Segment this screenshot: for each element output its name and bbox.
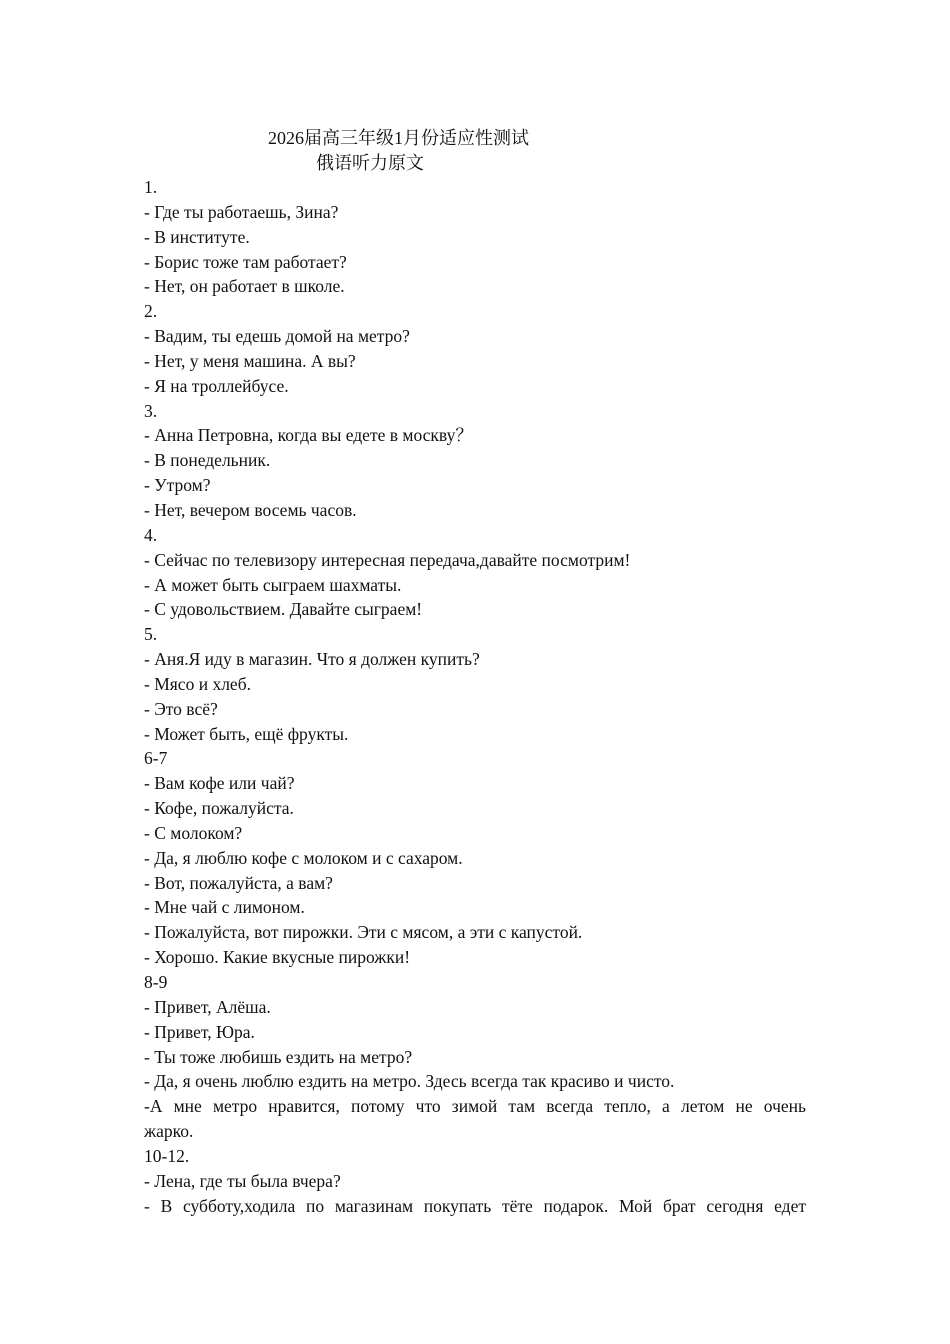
document-subtitle: 俄语听力原文 [316,153,424,173]
dialogue-line: - Вот, пожалуйста, а вам? [144,872,333,893]
dialogue-line: - Сейчас по телевизору интересная передача,давайте посмотрим! [144,549,631,570]
dialogue-line: - В институте. [144,226,250,247]
dialogue-line: - В понедельник. [144,450,271,471]
dialogue-line: - Лена, где ты была вчера? [144,1170,341,1191]
dialogue-line: - Да, я очень люблю ездить на метро. Здесь всегда так красиво и чисто. [144,1071,675,1092]
dialogue-line: - Кофе, пожалуйста. [144,798,294,819]
dialogue-line: - Это всё? [144,698,218,719]
dialogue-line: - Нет, вечером восемь часов. [144,499,357,520]
dialogue-line: - Анна Петровна, когда вы едете в москву？ [144,425,473,446]
dialogue-line: - Мясо и хлеб. [144,673,251,694]
section-number: 5. [144,624,158,645]
dialogue-line: - Где ты работаешь, Зина? [144,201,339,222]
dialogue-line: - Вам кофе или чай? [144,773,295,794]
section-number: 2. [144,301,158,322]
dialogue-line: - Ты тоже любишь ездить на метро? [144,1046,413,1067]
dialogue-line: - Может быть, ещё фрукты. [144,723,349,744]
section-number: 3. [144,400,158,421]
dialogue-line: - Нет, у меня машина. А вы? [144,350,356,371]
dialogue-line: - С удовольствием. Давайте сыграем! [144,599,423,620]
dialogue-line: - Привет, Юра. [144,1021,255,1042]
dialogue-line: - Пожалуйста, вот пирожки. Эти с мясом, а эти с капустой. [144,922,583,943]
dialogue-line: - В субботу,ходила по магазинам покупать тёте подарок. Мой брат сегодня едет [144,1195,806,1216]
section-number: 4. [144,524,158,545]
section-number: 6-7 [144,748,168,769]
dialogue-line: - Хорошо. Какие вкусные пирожки! [144,947,411,968]
dialogue-line: - Нет, он работает в школе. [144,276,345,297]
transcript-body [144,175,806,1218]
dialogue-line: - Аня.Я иду в магазин. Что я должен купить? [144,649,480,670]
dialogue-line: - Привет, Алёша. [144,996,271,1017]
dialogue-line: - Я на троллейбусе. [144,375,289,396]
dialogue-line: - С молоком? [144,822,243,843]
dialogue-line: -А мне метро нравится, потому что зимой там всегда тепло, а летом не очень [144,1096,806,1117]
dialogue-line: - Мне чай с лимоном. [144,897,305,918]
dialogue-line: - Да, я люблю кофе с молоком и с сахаром. [144,847,463,868]
dialogue-line: жарко. [144,1121,194,1142]
dialogue-line: - А может быть сыграем шахматы. [144,574,402,595]
dialogue-line: - Утром? [144,475,211,496]
dialogue-line: - Вадим, ты едешь домой на метро? [144,326,410,347]
section-number: 1. [144,177,158,197]
section-number: 10-12. [144,1145,190,1166]
document-title: 2026届高三年级1月份适应性测试 [268,128,529,148]
section-number: 8-9 [144,972,168,992]
dialogue-line: - Борис тоже там работает? [144,251,347,272]
